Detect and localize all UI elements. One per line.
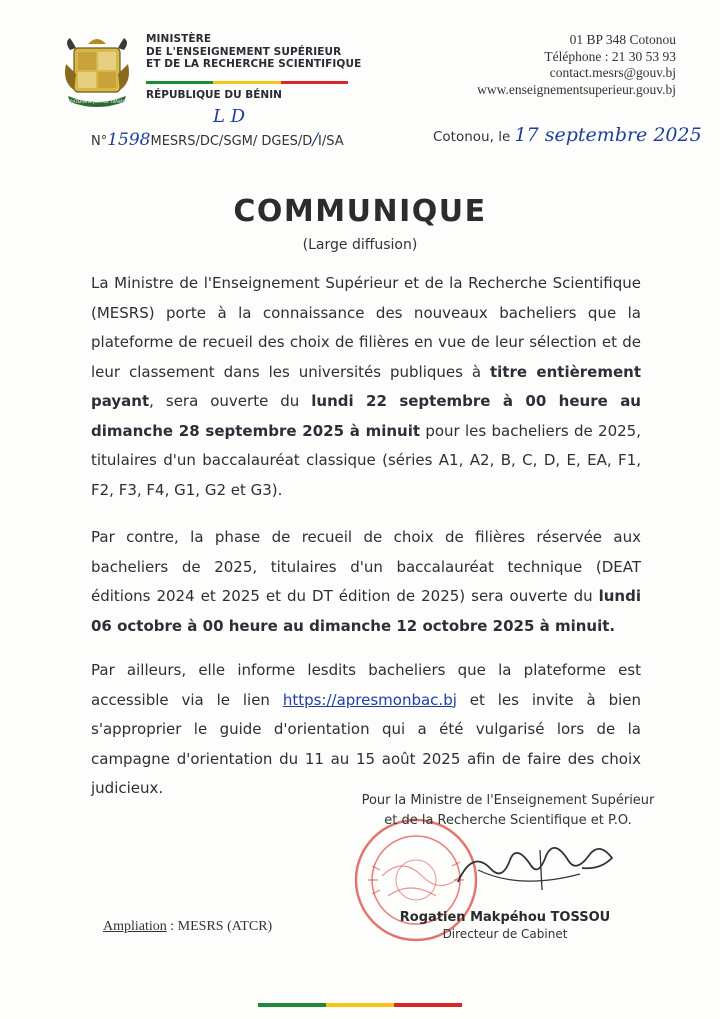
bold-text: lundi 22 septembre à 00 heure au dimanche 28 septembre 2025 à minuit bbox=[91, 392, 641, 440]
footer-flag-bar bbox=[258, 1003, 462, 1007]
signature-block bbox=[338, 791, 678, 831]
contact-website: www.enseignementsuperieur.gouv.bj bbox=[477, 81, 676, 97]
ampliation-value: : MESRS (ATCR) bbox=[166, 919, 273, 934]
document-subtitle: (Large diffusion) bbox=[302, 237, 418, 253]
platform-link[interactable]: https://apresmonbac.bj bbox=[282, 690, 457, 709]
ministry-line: ET DE LA RECHERCHE SCIENTIFIQUE bbox=[146, 58, 362, 70]
reference-prefix: N° bbox=[91, 134, 108, 149]
contact-email: contact.mesrs@gouv.bj bbox=[549, 65, 676, 80]
paragraph-2 bbox=[91, 523, 641, 641]
text: et les invite à bien s'approprier le guide d'orientation qui a été vulgarisé lors de la campagne d'orientation du 11 au 15 août 2025 afin de faire des choix judicieux. bbox=[91, 690, 642, 797]
flag-red bbox=[394, 1003, 462, 1007]
paragraph-1 bbox=[91, 269, 641, 505]
ampliation bbox=[103, 919, 272, 935]
contact-address: 01 BP 348 Cotonou bbox=[569, 32, 676, 47]
text: Par ailleurs, elle informe lesdits bacheliers que la plateforme est accessible via le lien bbox=[91, 661, 641, 709]
reference-number bbox=[91, 130, 344, 150]
contact-phone: Téléphone : 21 30 53 93 bbox=[544, 48, 676, 64]
reference-handwritten-initials: L D bbox=[213, 106, 246, 127]
document-date bbox=[433, 124, 702, 146]
flag-green bbox=[258, 1003, 326, 1007]
reference-handwritten-number: 1598 bbox=[107, 130, 151, 150]
signer-name: Rogatien Makpéhou TOSSOU bbox=[399, 910, 611, 925]
reference-suffix: MESRS/DC/SGM/ DGES/D bbox=[150, 134, 313, 149]
text: Par contre, la phase de recueil de choix de filières réservée aux bacheliers de 2025, titulaires d'un baccalauréat technique (DEAT éditions 2024 et 2025 et du DT édition de 2025) sera ouverte du bbox=[91, 528, 641, 605]
flag-color-bar bbox=[146, 81, 348, 84]
signoff-line-2: et de la Recherche Scientifique et P.O. bbox=[384, 813, 632, 828]
date-prefix: Cotonou, le bbox=[433, 129, 511, 145]
paragraph-3 bbox=[91, 656, 641, 804]
handwritten-signature bbox=[450, 830, 620, 900]
text: La Ministre de l'Enseignement Supérieur et de la Recherche Scientifique (MESRS) porte à la connaissance des nouveaux bacheliers que la plateforme de recueil des choix de filières en vue de leur sélection et de leur classement dans les universités publiques à bbox=[91, 274, 641, 381]
signer-role: Directeur de Cabinet bbox=[442, 927, 568, 941]
text: pour les bacheliers de 2025, titulaires d'un baccalauréat classique (séries A1, A2, B, C, D, E, EA, F1, F2, F3, F4, G1, G2 et G3). bbox=[91, 421, 641, 499]
republic-name: RÉPUBLIQUE DU BÉNIN bbox=[146, 89, 282, 101]
text: , sera ouverte du bbox=[149, 392, 312, 410]
flag-red bbox=[281, 81, 348, 84]
reference-slash-mark: / bbox=[312, 130, 319, 150]
ministry-name bbox=[146, 33, 361, 71]
ministry-line: DE L'ENSEIGNEMENT SUPÉRIEUR bbox=[146, 45, 342, 58]
reference-suffix-end: I/SA bbox=[318, 134, 344, 149]
flag-yellow bbox=[213, 81, 280, 84]
signoff-line-1: Pour la Ministre de l'Enseignement Supérieur bbox=[361, 793, 655, 808]
bold-text: lundi 06 octobre à 00 heure au dimanche 12 octobre 2025 à minuit. bbox=[91, 587, 641, 635]
bold-text: titre entièrement payant bbox=[91, 362, 641, 410]
ministry-line: MINISTÈRE bbox=[146, 33, 212, 45]
benin-coat-of-arms-logo bbox=[60, 34, 134, 110]
document-title: COMMUNIQUE bbox=[233, 194, 487, 229]
flag-yellow bbox=[326, 1003, 394, 1007]
date-handwritten: 17 septembre 2025 bbox=[514, 124, 702, 146]
emblem-motto: FRATERNITÉ JUSTICE TRAVAIL bbox=[67, 99, 127, 104]
contact-block bbox=[477, 32, 676, 98]
flag-green bbox=[146, 81, 213, 84]
ampliation-label: Ampliation bbox=[103, 919, 167, 934]
